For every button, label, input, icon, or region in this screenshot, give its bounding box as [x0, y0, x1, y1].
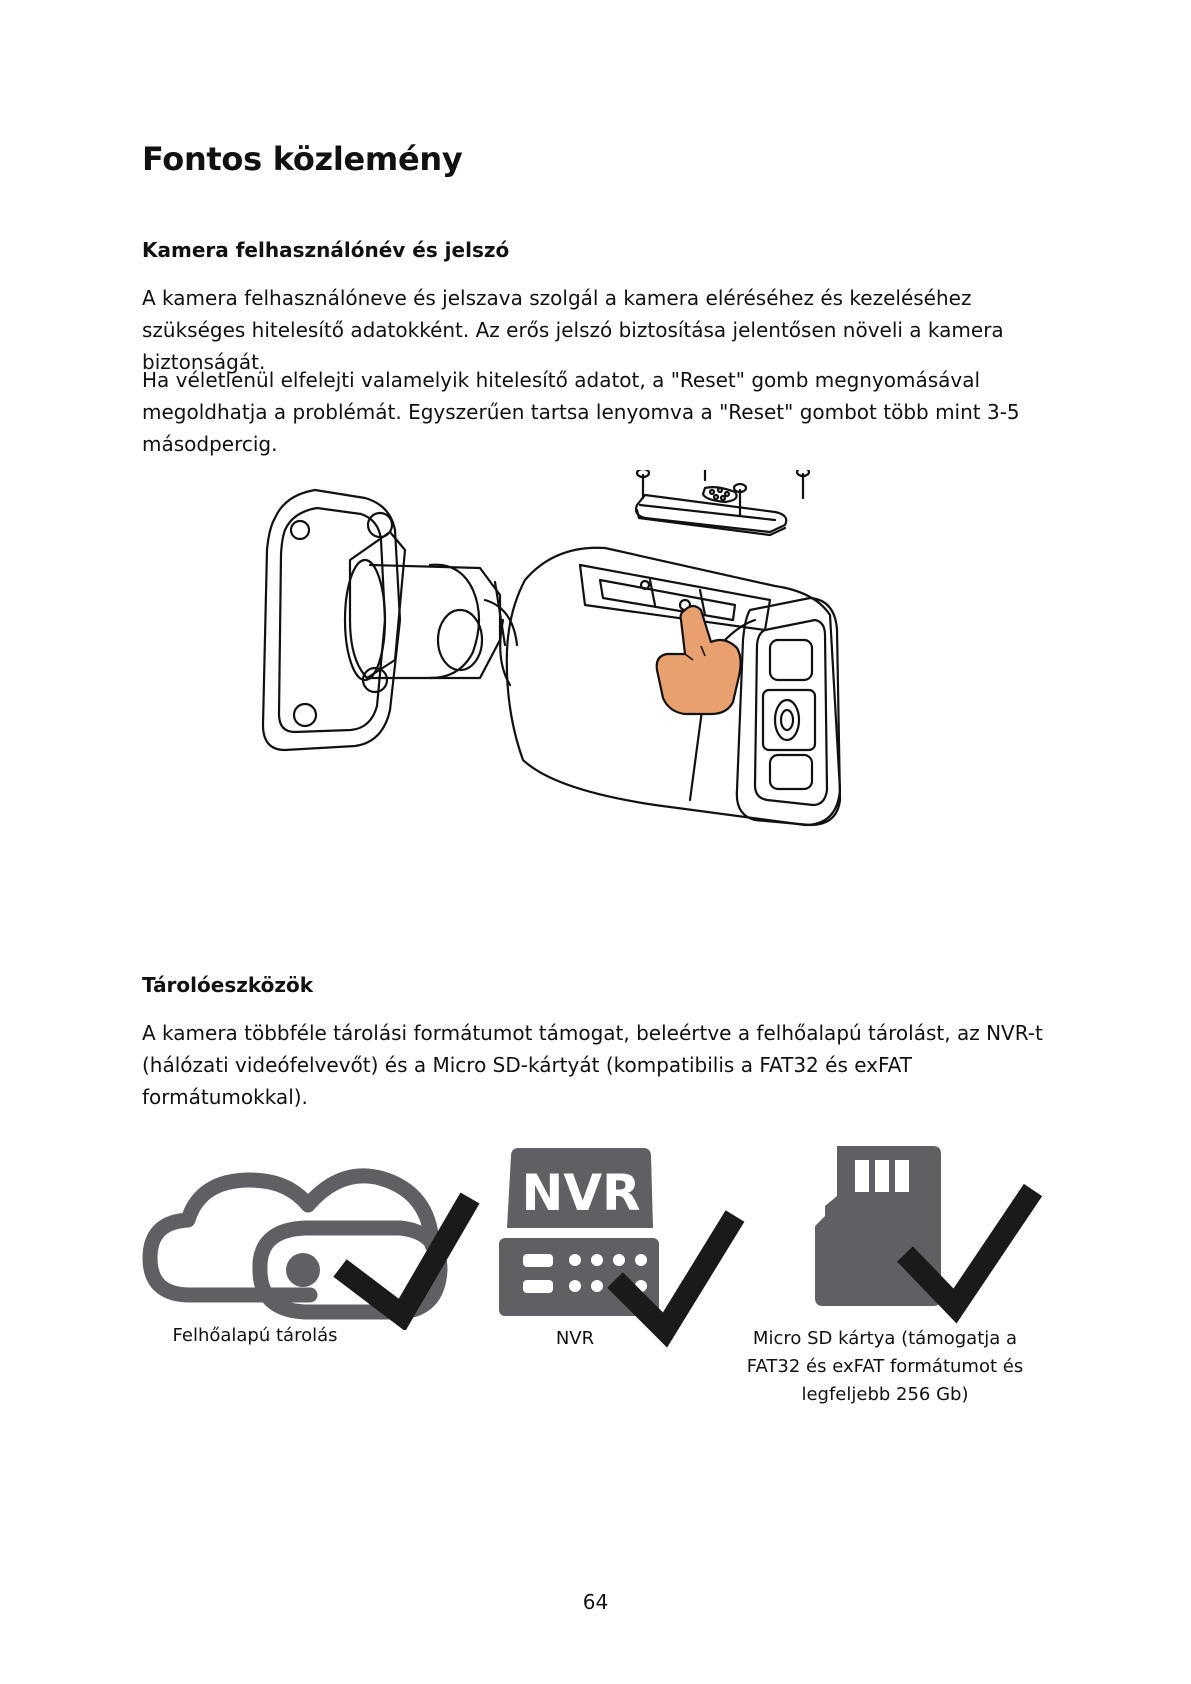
- bracket-arm: [345, 532, 517, 680]
- micro-sd-caption: Micro SD kártya (támogatja a FAT32 és exFAT formátumot és legfeljebb 256 Gb): [746, 1328, 1024, 1405]
- pressing-hand: [657, 606, 741, 714]
- storage-paragraph: A kamera többféle tárolási formátumot támogat, beleértve a felhőalapú tárolást, az NVR-t (hálózati videófelvevőt) és a Micro SD-kártyát (kompatibilis a FAT32 és exFAT formátumokkal).: [142, 1021, 1043, 1109]
- cloud-storage-caption: Felhőalapú tárolás: [172, 1325, 338, 1346]
- credentials-paragraph-1: A kamera felhasználóneve és jelszava szolgál a kamera eléréséhez és kezeléséhez szükséges hitelesítő adatokként. Az erős jelszó biztosítása jelentősen növeli a kamera biztonságát.: [142, 286, 1004, 374]
- cloud-icon: [140, 1150, 480, 1330]
- nvr-caption: NVR: [555, 1328, 595, 1349]
- camera-reset-illustration: [255, 470, 915, 890]
- nvr-icon: [495, 1148, 755, 1348]
- nvr-icon-label: NVR: [521, 1164, 641, 1222]
- removed-cover-plate: [636, 470, 809, 535]
- micro-sd-card-icon: [815, 1146, 1055, 1326]
- storage-heading: Tárolóeszközök: [142, 973, 314, 997]
- wall-mount-plate: [263, 490, 400, 750]
- credentials-paragraph-2: Ha véletlenül elfelejti valamelyik hitelesítő adatot, a "Reset" gomb megnyomásával megoldhatja a problémát. Egyszerűen tartsa lenyomva a "Reset" gombot több mint 3-5 másodpercig.: [142, 368, 1020, 456]
- credentials-heading: Kamera felhasználónév és jelszó: [142, 238, 510, 262]
- cloud-check-icon: [340, 1198, 470, 1315]
- page-title: Fontos közlemény: [142, 140, 463, 178]
- page-number: 64: [582, 1590, 609, 1614]
